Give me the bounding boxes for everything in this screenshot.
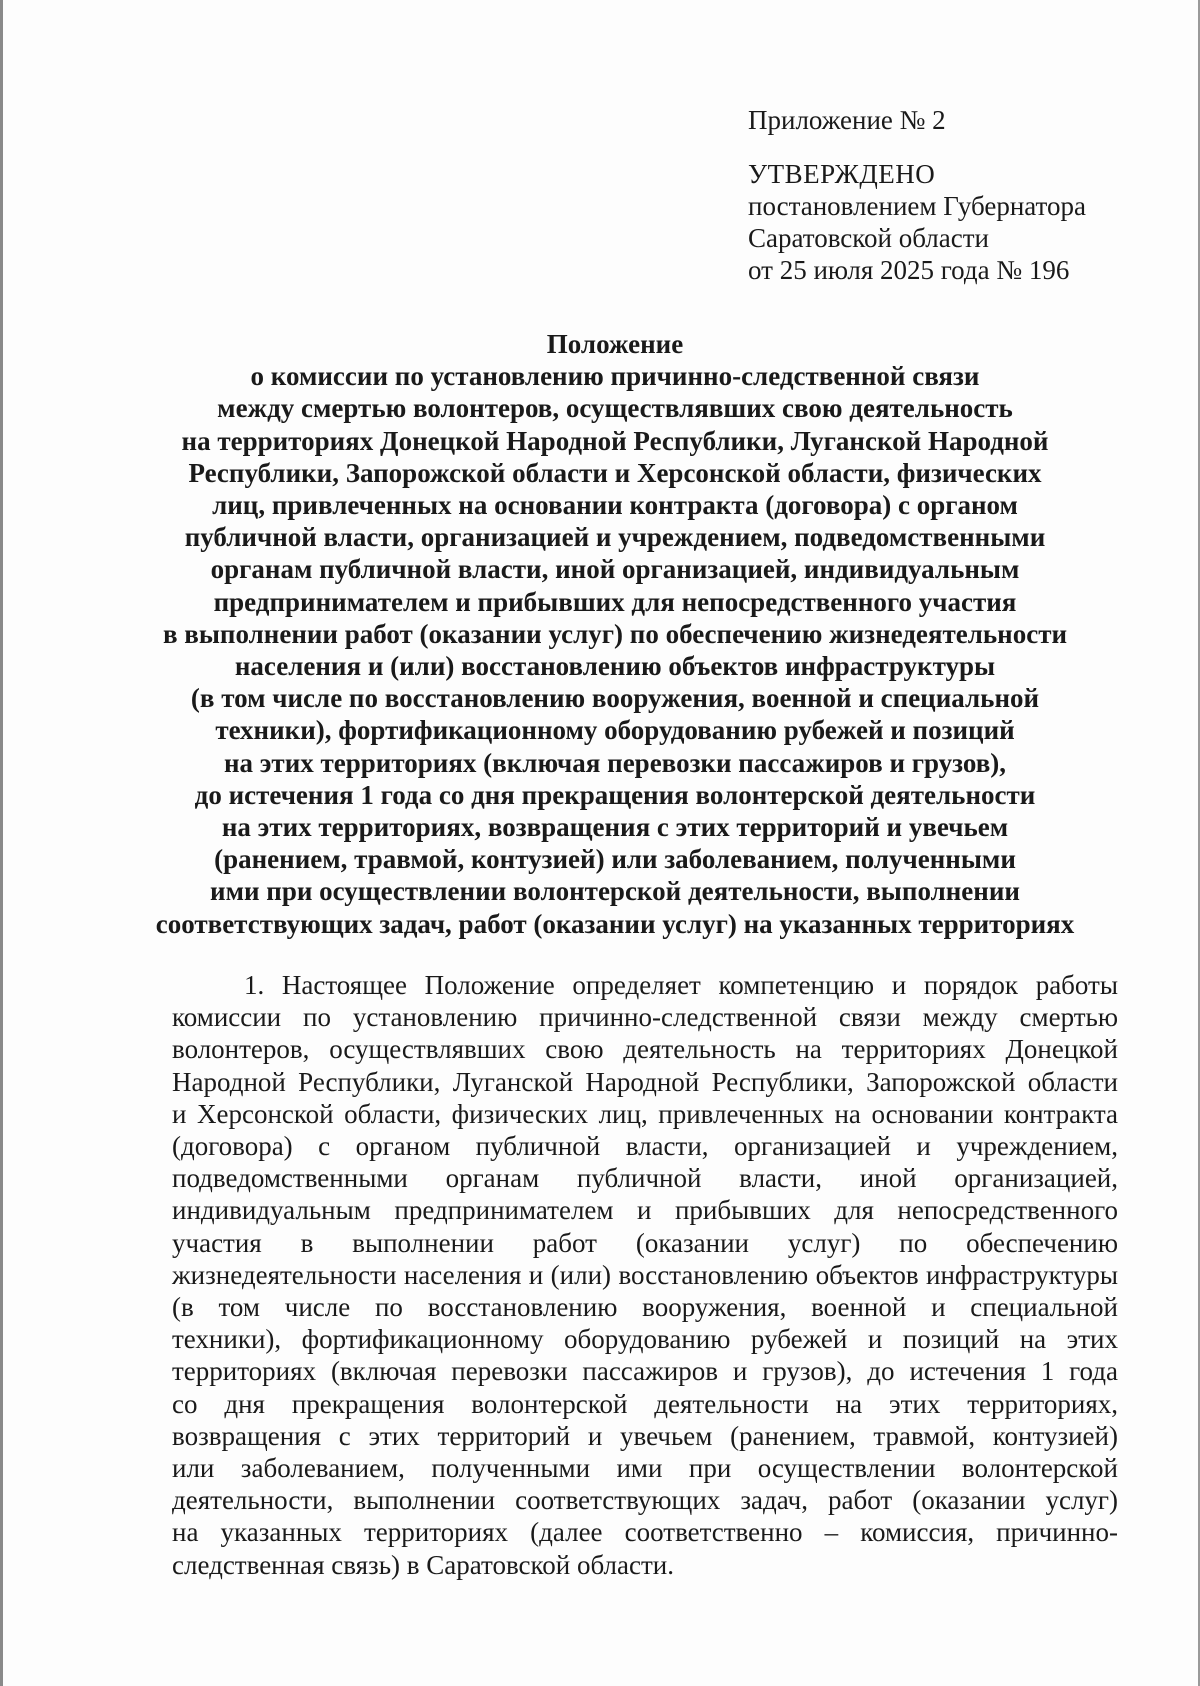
title-line: Республики, Запорожской области и Херсонской области, физических (188, 457, 1042, 488)
appendix-number: Приложение № 2 (748, 105, 946, 135)
title-line: в выполнении работ (оказании услуг) по обеспечению жизнедеятельности (162, 618, 1068, 649)
approval-line: от 25 июля 2025 года № 196 (748, 255, 1070, 285)
body-line: на указанных территориях (далее соответственно – комиссия, причинно- (172, 1517, 1118, 1548)
body-paragraph-1 (172, 969, 1118, 1581)
title-line: населения и (или) восстановлению объектов инфраструктуры (234, 651, 996, 682)
body-line: комиссии по установлению причинно-следственной связи между смертью (172, 1002, 1118, 1033)
title-line: предпринимателем и прибывших для непосредственного участия (213, 586, 1017, 617)
title-line: до истечения 1 года со дня прекращения волонтерской деятельности (194, 779, 1036, 810)
title-line: на этих территориях, возвращения с этих территорий и увечьем (221, 812, 1009, 843)
title-line: между смертью волонтеров, осуществлявших свою деятельность (217, 393, 1013, 424)
body-line: участия в выполнении работ (оказании услуг) по обеспечению (172, 1227, 1118, 1258)
title-line: лиц, привлеченных на основании контракта (договора) с органом (212, 490, 1018, 521)
body-line: волонтеров, осуществлявших свою деятельность на территориях Донецкой (172, 1034, 1118, 1065)
title-line: о комиссии по установлению причинно-следственной связи (250, 361, 980, 392)
scan-edge-left (0, 0, 3, 1686)
title-line: органам публичной власти, иной организацией, индивидуальным (210, 554, 1020, 585)
body-line: или заболеванием, полученными ими при осуществлении волонтерской (172, 1453, 1118, 1484)
approval-stamp-block (748, 104, 1168, 286)
body-line: (договора) с органом публичной власти, организацией и учреждением, (172, 1131, 1118, 1162)
title-line: (в том числе по восстановлению вооружения, военной и специальной (190, 683, 1040, 714)
approval-line: Саратовской области (748, 223, 989, 253)
body-line: индивидуальным предпринимателем и прибывших для непосредственного (172, 1195, 1118, 1226)
title-heading: Положение (546, 329, 684, 359)
title-line: соответствующих задач, работ (оказании услуг) на указанных территориях (155, 908, 1075, 939)
document-title (150, 328, 1080, 940)
body-line: следственная связь) в Саратовской области. (172, 1549, 674, 1580)
body-line: со дня прекращения волонтерской деятельности на этих территориях, (172, 1388, 1118, 1419)
body-line: и Херсонской области, физических лиц, привлеченных на основании контракта (172, 1098, 1118, 1129)
title-line: техники), фортификационному оборудованию рубежей и позиций (215, 715, 1015, 746)
body-line: территориях (включая перевозки пассажиров и грузов), до истечения 1 года (172, 1356, 1118, 1387)
body-line: Народной Республики, Луганской Народной Республики, Запорожской области (172, 1066, 1118, 1097)
approved-label: УТВЕРЖДЕНО (748, 159, 936, 189)
body-line: (в том числе по восстановлению вооружения, военной и специальной (172, 1292, 1118, 1323)
body-line: техники), фортификационному оборудованию рубежей и позиций на этих (172, 1324, 1118, 1355)
body-line: 1. Настоящее Положение определяет компетенцию и порядок работы (244, 970, 1118, 1000)
body-line: жизнедеятельности населения и (или) восстановлению объектов инфраструктуры (172, 1259, 1118, 1290)
body-line: деятельности, выполнении соответствующих задач, работ (оказании услуг) (172, 1485, 1118, 1516)
title-line: ими при осуществлении волонтерской деятельности, выполнении (210, 876, 1020, 907)
title-line: публичной власти, организацией и учреждением, подведомственными (184, 522, 1046, 553)
approval-line: постановлением Губернатора (748, 191, 1086, 221)
body-line: возвращения с этих территорий и увечьем (ранением, травмой, контузией) (172, 1420, 1118, 1451)
body-line: подведомственными органам публичной власти, иной организацией, (172, 1163, 1118, 1194)
title-line: на этих территориях (включая перевозки пассажиров и грузов), (223, 747, 1007, 778)
title-line: на территориях Донецкой Народной Республики, Луганской Народной (181, 425, 1049, 456)
title-line: (ранением, травмой, контузией) или заболеванием, полученными (214, 844, 1016, 875)
